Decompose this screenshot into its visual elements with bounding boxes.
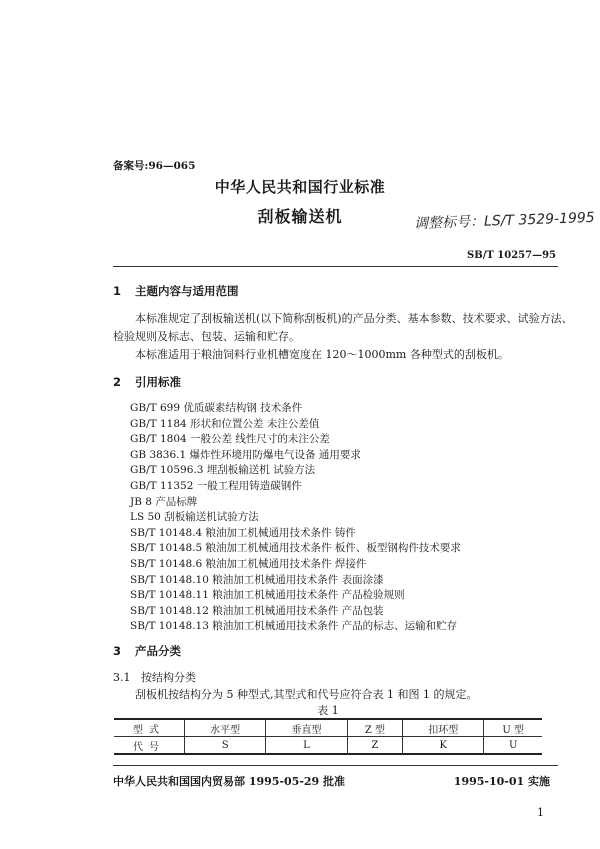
reference-item: SB/T 10148.6 粮油加工机械通用技术条件 焊接件 xyxy=(130,557,367,570)
standard-code: SB/T 10257—95 xyxy=(467,250,556,261)
reference-item: SB/T 10148.4 粮油加工机械通用技术条件 铸件 xyxy=(130,526,356,539)
table-cell: 扣环型 xyxy=(403,719,484,737)
table-cell: 垂直型 xyxy=(266,719,347,737)
reference-item: SB/T 10148.5 粮油加工机械通用技术条件 板件、板型钢构件技术要求 xyxy=(130,542,461,555)
subsection-number: 3.1 xyxy=(113,671,131,684)
page-number: 1 xyxy=(537,806,544,819)
table-cell: 水平型 xyxy=(185,719,266,737)
table-cell: 型式 xyxy=(114,719,185,737)
subsection-3-1-text: 刮板机按结构分为 5 种型式,其型式和代号应符合表 1 和图 1 的规定。 xyxy=(135,688,478,701)
reference-item: JB 8 产品标牌 xyxy=(130,495,198,508)
section-title: 产品分类 xyxy=(135,644,181,658)
paragraph-line: 检验规则及标志、包装、运输和贮存。 xyxy=(113,330,300,343)
subsection-title: 按结构分类 xyxy=(141,671,196,684)
table-row xyxy=(114,737,542,755)
section-3-heading xyxy=(113,643,181,659)
reference-item: SB/T 10148.12 粮油加工机械通用技术条件 产品包装 xyxy=(130,604,384,617)
paragraph-line: 本标准规定了刮板输送机(以下简称刮板机)的产品分类、基本参数、技术要求、试验方法、 xyxy=(135,312,573,325)
section-number: 3 xyxy=(113,644,122,658)
table-row xyxy=(114,719,542,737)
org-title: 中华人民共和国行业标准 xyxy=(214,178,386,196)
reference-item: SB/T 10148.11 粮油加工机械通用技术条件 产品检验规则 xyxy=(130,589,405,602)
standard-title: 刮板输送机 xyxy=(257,207,343,226)
reference-item: GB/T 10596.3 埋刮板输送机 试验方法 xyxy=(130,464,316,477)
section-number: 2 xyxy=(113,375,122,389)
header-rule xyxy=(113,266,558,267)
reference-item: GB/T 1804 一般公差 线性尺寸的未注公差 xyxy=(130,433,330,446)
reference-item: GB 3836.1 爆炸性环境用防爆电气设备 通用要求 xyxy=(130,448,361,461)
classification-table xyxy=(114,718,542,755)
table-cell: Z 型 xyxy=(347,719,402,737)
table-cell: K xyxy=(403,737,484,755)
handwritten-note: 调整标号：LS/T 3529-1995 xyxy=(413,209,595,233)
reference-item: GB/T 11352 一般工程用铸造碳钢件 xyxy=(130,479,302,492)
record-number: 备案号:96—065 xyxy=(113,160,196,172)
table-cell: U xyxy=(484,737,542,755)
section-1-heading xyxy=(113,283,239,299)
section-2-heading xyxy=(113,374,181,390)
table-caption: 表 1 xyxy=(317,704,339,717)
reference-item: SB/T 10148.10 粮油加工机械通用技术条件 表面涂漆 xyxy=(130,573,384,586)
table-cell: 代号 xyxy=(114,737,185,755)
section-title: 主题内容与适用范围 xyxy=(135,284,239,298)
table-cell: U 型 xyxy=(484,719,542,737)
footer-rule xyxy=(113,765,558,766)
paragraph-line: 本标准适用于粮油饲料行业机槽宽度在 120～1000mm 各种型式的刮板机。 xyxy=(135,348,509,361)
reference-list xyxy=(130,401,461,635)
subsection-3-1-heading xyxy=(113,669,196,687)
table-cell: Z xyxy=(347,737,402,755)
reference-item: SB/T 10148.13 粮油加工机械通用技术条件 产品的标志、运输和贮存 xyxy=(130,620,458,633)
effective-date: 1995-10-01 实施 xyxy=(453,775,550,788)
reference-item: GB/T 699 优质碳素结构钢 技术条件 xyxy=(130,402,303,414)
table-cell: S xyxy=(185,737,266,755)
reference-item: GB/T 1184 形状和位置公差 未注公差值 xyxy=(130,417,320,430)
issuer-statement: 中华人民共和国国内贸易部 1995-05-29 批准 xyxy=(113,775,346,788)
section-number: 1 xyxy=(113,284,122,298)
section-1-text xyxy=(113,310,573,364)
section-title: 引用标准 xyxy=(135,375,181,389)
reference-item: LS 50 刮板输送机试验方法 xyxy=(130,511,259,524)
table-cell: L xyxy=(266,737,347,755)
